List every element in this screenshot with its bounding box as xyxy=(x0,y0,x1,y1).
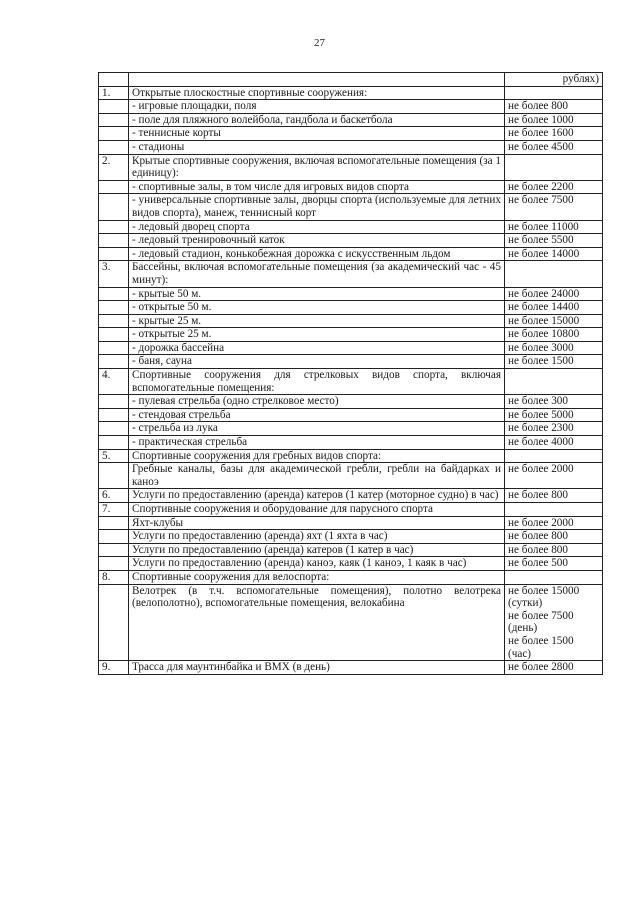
table-row xyxy=(99,584,603,661)
row-description: Открытые плоскостные спортивные сооружения: xyxy=(129,86,505,100)
table-row xyxy=(99,100,603,114)
row-description: - стадионы xyxy=(129,140,505,154)
row-number xyxy=(99,341,129,355)
row-number xyxy=(99,113,129,127)
table-row xyxy=(99,194,603,220)
table-row xyxy=(99,234,603,248)
table-row xyxy=(99,127,603,141)
row-price: не более 800 xyxy=(505,530,603,544)
row-number xyxy=(99,543,129,557)
row-description: - ледовый дворец спорта xyxy=(129,220,505,234)
row-description: Услуги по предоставлению (аренда) каноэ, каяк (1 каноэ, 1 каяк в час) xyxy=(129,557,505,571)
table-row xyxy=(99,301,603,315)
row-description: Спортивные сооружения для стрелковых видов спорта, включая вспомогательные помещения: xyxy=(129,369,505,395)
table-row xyxy=(99,220,603,234)
row-price xyxy=(505,154,603,180)
row-number: 4. xyxy=(99,369,129,395)
row-number: 5. xyxy=(99,449,129,463)
row-number xyxy=(99,530,129,544)
row-number xyxy=(99,516,129,530)
row-number xyxy=(99,180,129,194)
row-number: 2. xyxy=(99,154,129,180)
row-number xyxy=(99,220,129,234)
table-row xyxy=(99,395,603,409)
row-description: Бассейны, включая вспомогательные помещения (за академический час - 45 минут): xyxy=(129,261,505,287)
row-description: - спортивные залы, в том числе для игровых видов спорта xyxy=(129,180,505,194)
row-number: 9. xyxy=(99,661,129,675)
row-number xyxy=(99,436,129,450)
row-number xyxy=(99,328,129,342)
table-row xyxy=(99,449,603,463)
table-row xyxy=(99,314,603,328)
table-row xyxy=(99,328,603,342)
row-price: не более 800 xyxy=(505,543,603,557)
table-row xyxy=(99,530,603,544)
row-description: Услуги по предоставлению (аренда) яхт (1 яхта в час) xyxy=(129,530,505,544)
header-cell-num xyxy=(99,73,129,87)
row-price: не более 5500 xyxy=(505,234,603,248)
row-number xyxy=(99,127,129,141)
row-number xyxy=(99,247,129,261)
page-number: 27 xyxy=(314,37,325,49)
row-price: не более 5000 xyxy=(505,408,603,422)
header-cell-price-unit: рублях) xyxy=(505,73,603,87)
table-row xyxy=(99,86,603,100)
table-row xyxy=(99,661,603,675)
row-description: - теннисные корты xyxy=(129,127,505,141)
row-number xyxy=(99,301,129,315)
row-description: - крытые 25 м. xyxy=(129,314,505,328)
row-description: Гребные каналы, базы для академической гребли, гребли на байдарках и каноэ xyxy=(129,463,505,489)
row-price: не более 2200 xyxy=(505,180,603,194)
row-price: не более 2000 xyxy=(505,463,603,489)
row-description: - открытые 50 м. xyxy=(129,301,505,315)
row-number: 3. xyxy=(99,261,129,287)
row-price: не более 1600 xyxy=(505,127,603,141)
table-row xyxy=(99,369,603,395)
table-header-row xyxy=(99,73,603,87)
row-number xyxy=(99,314,129,328)
row-description: - стендовая стрельба xyxy=(129,408,505,422)
row-price: не более 300 xyxy=(505,395,603,409)
row-price: не более 14400 xyxy=(505,301,603,315)
row-number xyxy=(99,422,129,436)
row-number xyxy=(99,408,129,422)
price-table xyxy=(98,72,603,675)
row-price: не более 3000 xyxy=(505,341,603,355)
row-price: не более 800 xyxy=(505,489,603,503)
row-price: не более 11000 xyxy=(505,220,603,234)
row-description: - ледовый стадион, конькобежная дорожка с искусственным льдом xyxy=(129,247,505,261)
row-price: не более 2300 xyxy=(505,422,603,436)
row-price: не более 7500 xyxy=(505,194,603,220)
table-row xyxy=(99,261,603,287)
row-description: - крытые 50 м. xyxy=(129,287,505,301)
price-table-body xyxy=(99,73,603,675)
row-price: не более 1000 xyxy=(505,113,603,127)
row-number xyxy=(99,100,129,114)
table-row xyxy=(99,557,603,571)
table-row xyxy=(99,180,603,194)
row-price: не более 4000 xyxy=(505,436,603,450)
row-number xyxy=(99,140,129,154)
row-description: - баня, сауна xyxy=(129,355,505,369)
table-row xyxy=(99,570,603,584)
row-price xyxy=(505,449,603,463)
row-number xyxy=(99,584,129,661)
row-price: не более 4500 xyxy=(505,140,603,154)
row-number xyxy=(99,463,129,489)
row-number: 6. xyxy=(99,489,129,503)
row-description: Яхт-клубы xyxy=(129,516,505,530)
row-price: не более 1500 xyxy=(505,355,603,369)
row-number: 8. xyxy=(99,570,129,584)
table-row xyxy=(99,422,603,436)
table-row xyxy=(99,355,603,369)
table-row xyxy=(99,463,603,489)
table-row xyxy=(99,341,603,355)
row-price xyxy=(505,570,603,584)
row-price xyxy=(505,261,603,287)
row-description: - практическая стрельба xyxy=(129,436,505,450)
table-row xyxy=(99,287,603,301)
row-description: Услуги по предоставлению (аренда) катеров (1 катер (моторное судно) в час) xyxy=(129,489,505,503)
row-description: Крытые спортивные сооружения, включая вспомогательные помещения (за 1 единицу): xyxy=(129,154,505,180)
row-number xyxy=(99,234,129,248)
row-price: не более 10800 xyxy=(505,328,603,342)
row-description: Велотрек (в т.ч. вспомогательные помещения), полотно велотрека (велополотно), вспомогательные помещения, велокабина xyxy=(129,584,505,661)
row-price: не более 2000 xyxy=(505,516,603,530)
row-number xyxy=(99,395,129,409)
table-row xyxy=(99,516,603,530)
row-price: не более 15000 (сутки) не более 7500 (день) не более 1500 (час) xyxy=(505,584,603,661)
table-row xyxy=(99,408,603,422)
row-number xyxy=(99,194,129,220)
table-row xyxy=(99,436,603,450)
table-row xyxy=(99,503,603,517)
row-price: не более 500 xyxy=(505,557,603,571)
row-description: - пулевая стрельба (одно стрелковое место) xyxy=(129,395,505,409)
row-description: - ледовый тренировочный каток xyxy=(129,234,505,248)
table-row xyxy=(99,140,603,154)
row-price: не более 14000 xyxy=(505,247,603,261)
row-description: - поле для пляжного волейбола, гандбола и баскетбола xyxy=(129,113,505,127)
row-price: не более 24000 xyxy=(505,287,603,301)
row-price: не более 800 xyxy=(505,100,603,114)
row-description: - открытые 25 м. xyxy=(129,328,505,342)
row-description: - дорожка бассейна xyxy=(129,341,505,355)
table-row xyxy=(99,247,603,261)
row-description: Спортивные сооружения для гребных видов спорта: xyxy=(129,449,505,463)
row-price: не более 2800 xyxy=(505,661,603,675)
row-price xyxy=(505,369,603,395)
table-row xyxy=(99,154,603,180)
row-description: - универсальные спортивные залы, дворцы спорта (используемые для летних видов спорта), манеж, теннисный корт xyxy=(129,194,505,220)
row-number: 1. xyxy=(99,86,129,100)
table-row xyxy=(99,543,603,557)
row-description: - игровые площадки, поля xyxy=(129,100,505,114)
row-price xyxy=(505,86,603,100)
row-description: Спортивные сооружения и оборудование для парусного спорта xyxy=(129,503,505,517)
table-row xyxy=(99,113,603,127)
row-number xyxy=(99,287,129,301)
row-description: Спортивные сооружения для велоспорта: xyxy=(129,570,505,584)
table-row xyxy=(99,489,603,503)
row-description: Услуги по предоставлению (аренда) катеров (1 катер в час) xyxy=(129,543,505,557)
row-price: не более 15000 xyxy=(505,314,603,328)
row-price xyxy=(505,503,603,517)
row-number xyxy=(99,355,129,369)
row-description: - стрельба из лука xyxy=(129,422,505,436)
row-description: Трасса для маунтинбайка и BMX (в день) xyxy=(129,661,505,675)
header-cell-desc xyxy=(129,73,505,87)
row-number: 7. xyxy=(99,503,129,517)
row-number xyxy=(99,557,129,571)
